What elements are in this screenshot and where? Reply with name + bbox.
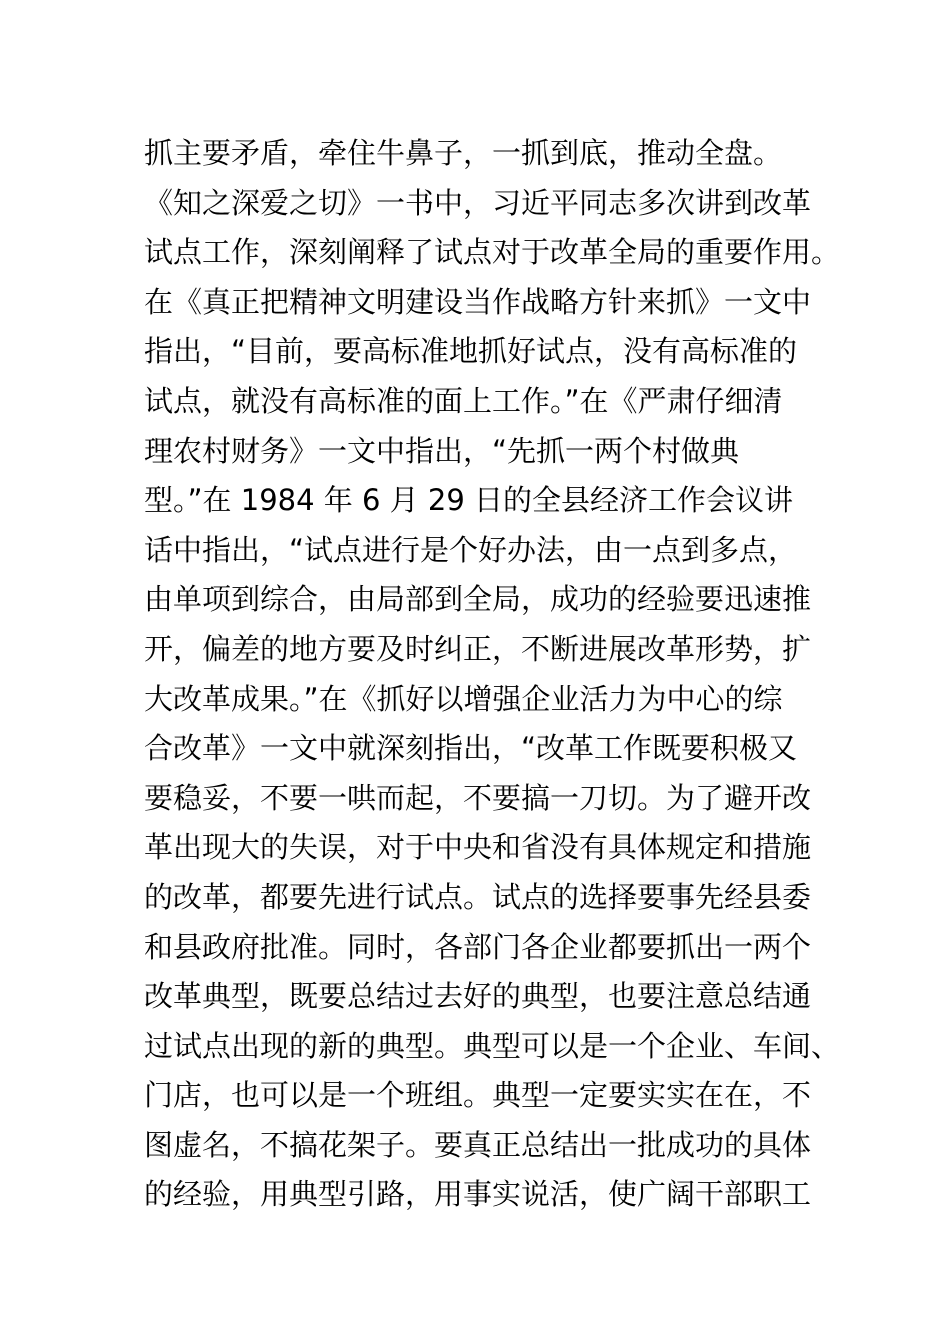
text-line: 过试点出现的新的典型。典型可以是一个企业、车间、	[144, 1028, 841, 1063]
text-line: 指出，“目前，要高标准地抓好试点，没有高标准的	[144, 334, 798, 369]
text-line: 的经验，用典型引路，用事实说活，使广阔干部职工	[144, 1177, 812, 1212]
text-line: 由单项到综合，由局部到全局，成功的经验要迅速推	[144, 582, 812, 617]
text-line: 合改革》一文中就深刻指出，“改革工作既要积极又	[144, 731, 798, 766]
text-line: 《知之深爱之切》一书中，习近平同志多次讲到改革	[144, 185, 812, 220]
text-line: 话中指出，“试点进行是个好办法，由一点到多点，	[144, 532, 798, 567]
text-line: 图虚名，不搞花架子。要真正总结出一批成功的具体	[144, 1127, 812, 1162]
text-line: 革出现大的失误，对于中央和省没有具体规定和措施	[144, 830, 812, 865]
text-line: 改革典型，既要总结过去好的典型，也要注意总结通	[144, 979, 812, 1014]
text-line: 理农村财务》一文中指出，“先抓一两个村做典	[144, 433, 740, 468]
text-line: 要稳妥，不要一哄而起，不要搞一刀切。为了避开改	[144, 780, 812, 815]
text-line: 大改革成果。”在《抓好以增强企业活力为中心的综	[144, 681, 783, 716]
text-line: 开，偏差的地方要及时纠正，不断进展改革形势，扩	[144, 631, 812, 666]
text-line: 和县政府批准。同时，各部门各企业都要抓出一两个	[144, 929, 812, 964]
text-line: 试点，就没有高标准的面上工作。”在《严肃仔细清	[144, 383, 783, 418]
text-line: 型。”在 1984 年 6 月 29 日的全县经济工作会议讲	[144, 483, 793, 518]
text-line: 抓主要矛盾，牵住牛鼻子，一抓到底，推动全盘。	[144, 136, 783, 170]
text-line: 在《真正把精神文明建设当作战略方针来抓》一文中	[144, 284, 812, 319]
text-line: 的改革，都要先进行试点。试点的选择要事先经县委	[144, 879, 812, 914]
text-line: 试点工作，深刻阐释了试点对于改革全局的重要作用。	[144, 235, 841, 270]
body-text	[144, 129, 844, 1220]
text-line: 门店，也可以是一个班组。典型一定要实实在在，不	[144, 1078, 812, 1113]
